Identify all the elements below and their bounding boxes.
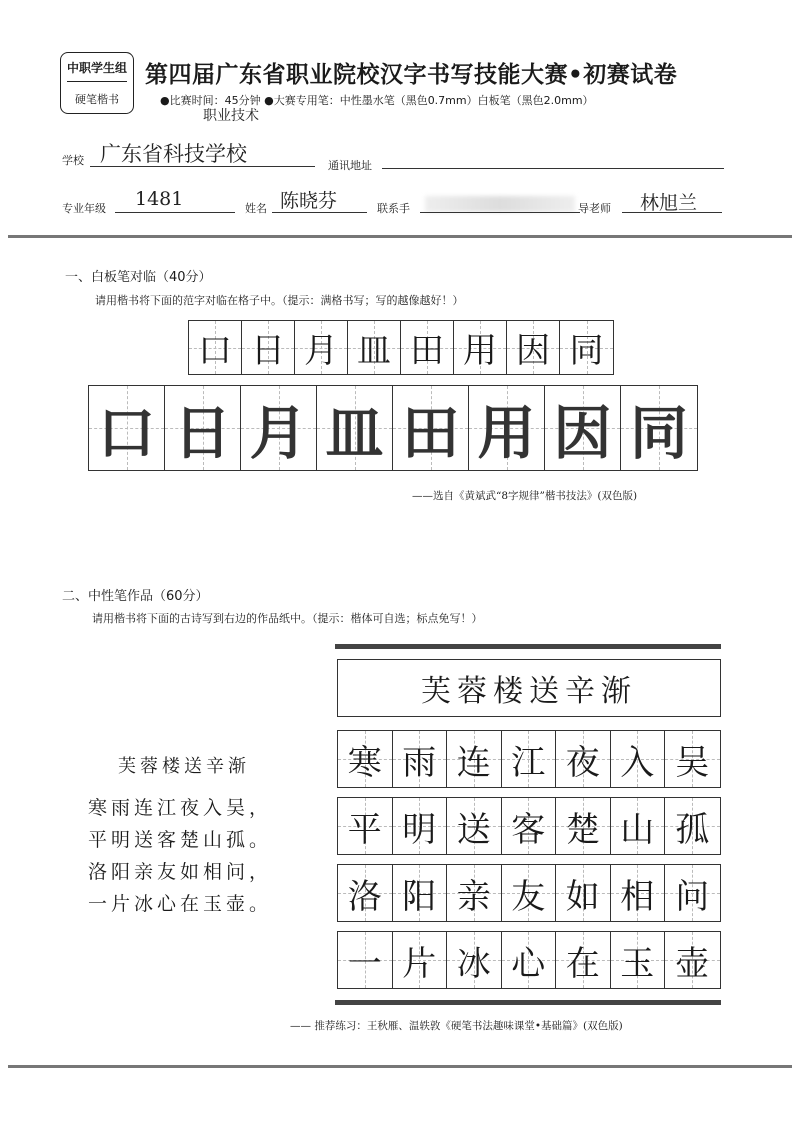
work-char: 壶 bbox=[675, 943, 710, 984]
teacher-value[interactable]: 林旭兰 bbox=[640, 192, 698, 214]
work-title-box[interactable] bbox=[337, 659, 721, 717]
work-cell[interactable] bbox=[338, 932, 393, 988]
address-label: 通讯地址 bbox=[328, 159, 372, 172]
work-cell[interactable] bbox=[556, 932, 611, 988]
work-cell[interactable] bbox=[502, 865, 557, 921]
work-char: 入 bbox=[620, 742, 655, 783]
model-char: 月 bbox=[304, 331, 338, 371]
work-char: 一 bbox=[347, 943, 382, 984]
model-char: 日 bbox=[251, 331, 285, 371]
section1-citation: ——选自《黄斌武“8字规律”楷书技法》(双色版) bbox=[412, 490, 638, 502]
work-row[interactable] bbox=[337, 864, 721, 922]
copy-char-cell[interactable] bbox=[393, 386, 469, 470]
group-badge bbox=[60, 52, 134, 114]
model-char-cell bbox=[560, 321, 613, 374]
school-correction: 职业技术 bbox=[203, 108, 259, 124]
copy-char: 月 bbox=[249, 399, 308, 467]
work-cell[interactable] bbox=[611, 865, 666, 921]
work-row[interactable] bbox=[337, 931, 721, 989]
work-cell[interactable] bbox=[393, 731, 448, 787]
work-cell[interactable] bbox=[665, 865, 720, 921]
work-cell[interactable] bbox=[338, 798, 393, 854]
phone-line[interactable] bbox=[420, 212, 580, 213]
work-char: 孤 bbox=[675, 809, 710, 850]
copy-char-cell[interactable] bbox=[469, 386, 545, 470]
work-char: 阳 bbox=[402, 876, 437, 917]
copy-char: 口 bbox=[97, 399, 156, 467]
work-char: 山 bbox=[620, 809, 655, 850]
poem-line: 平明送客楚山孤。 bbox=[88, 829, 273, 851]
school-label: 学校 bbox=[62, 154, 84, 167]
work-cell[interactable] bbox=[447, 731, 502, 787]
model-char: 皿 bbox=[357, 331, 391, 371]
copy-char-cell[interactable] bbox=[621, 386, 697, 470]
address-line[interactable] bbox=[382, 168, 724, 169]
work-char: 吴 bbox=[675, 742, 710, 783]
section2-citation: —— 推荐练习：王秋雁、温轶敦《硬笔书法趣味课堂•基础篇》(双色版) bbox=[290, 1020, 623, 1032]
poem-line: 一片冰心在玉壶。 bbox=[88, 893, 273, 915]
work-row[interactable] bbox=[337, 730, 721, 788]
school-value[interactable]: 广东省科技学校 bbox=[100, 142, 247, 166]
work-char: 客 bbox=[511, 809, 546, 850]
footer-rule bbox=[8, 1065, 792, 1068]
model-char-row bbox=[188, 320, 614, 375]
copy-char-cell[interactable] bbox=[545, 386, 621, 470]
section2-instruction: 请用楷书将下面的古诗写到右边的作品纸中。（提示：楷体可自选；标点免写！） bbox=[92, 612, 483, 625]
copy-char-cell[interactable] bbox=[317, 386, 393, 470]
copy-char: 同 bbox=[629, 399, 688, 467]
model-char-cell bbox=[295, 321, 348, 374]
model-char-cell bbox=[507, 321, 560, 374]
poem-title: 芙蓉楼送辛渐 bbox=[118, 756, 250, 777]
model-char-cell bbox=[189, 321, 242, 374]
work-char: 如 bbox=[565, 876, 600, 917]
model-char-cell bbox=[242, 321, 295, 374]
copy-char: 因 bbox=[553, 399, 612, 467]
work-cell[interactable] bbox=[556, 798, 611, 854]
model-char: 用 bbox=[463, 331, 497, 371]
work-char: 送 bbox=[456, 809, 491, 850]
work-frame-top bbox=[335, 644, 721, 649]
work-char: 友 bbox=[511, 876, 546, 917]
copy-char: 用 bbox=[477, 399, 536, 467]
work-cell[interactable] bbox=[447, 865, 502, 921]
major-line bbox=[115, 212, 235, 213]
badge-group: 中职学生组 bbox=[66, 61, 127, 75]
work-cell[interactable] bbox=[393, 865, 448, 921]
model-char-cell bbox=[454, 321, 507, 374]
work-cell[interactable] bbox=[502, 731, 557, 787]
phone-label: 联系手 bbox=[377, 202, 410, 215]
badge-divider bbox=[67, 81, 127, 82]
work-char: 片 bbox=[402, 943, 437, 984]
work-char: 平 bbox=[347, 809, 382, 850]
work-cell[interactable] bbox=[447, 798, 502, 854]
teacher-label: 导老师 bbox=[578, 202, 611, 215]
phone-redacted bbox=[425, 196, 575, 212]
work-cell[interactable] bbox=[611, 731, 666, 787]
copy-char: 田 bbox=[401, 399, 460, 467]
exam-subtitle: ●比赛时间：45分钟 ●大赛专用笔：中性墨水笔（黑色0.7mm）白板笔（黑色2.0mm） bbox=[160, 94, 594, 107]
work-char: 明 bbox=[402, 809, 437, 850]
model-char: 同 bbox=[569, 331, 604, 371]
work-char: 江 bbox=[511, 742, 546, 783]
work-char: 心 bbox=[511, 943, 546, 984]
copy-char-cell[interactable] bbox=[241, 386, 317, 470]
copy-char: 皿 bbox=[325, 399, 384, 467]
model-char-cell bbox=[348, 321, 401, 374]
work-cell[interactable] bbox=[665, 932, 720, 988]
work-char: 雨 bbox=[402, 742, 437, 783]
work-char: 夜 bbox=[565, 742, 600, 783]
copy-char: 日 bbox=[173, 399, 232, 467]
work-char: 楚 bbox=[565, 809, 600, 850]
work-char: 亲 bbox=[456, 876, 491, 917]
work-row[interactable] bbox=[337, 797, 721, 855]
work-cell[interactable] bbox=[665, 731, 720, 787]
work-cell[interactable] bbox=[338, 865, 393, 921]
work-frame-bottom bbox=[335, 1000, 721, 1005]
major-value[interactable]: 1481 bbox=[135, 188, 184, 210]
work-cell[interactable] bbox=[611, 798, 666, 854]
work-char: 寒 bbox=[347, 742, 382, 783]
work-char: 冰 bbox=[456, 943, 491, 984]
major-label: 专业年级 bbox=[62, 202, 106, 215]
work-cell[interactable] bbox=[338, 731, 393, 787]
exam-title: 第四届广东省职业院校汉字书写技能大赛•初赛试卷 bbox=[145, 62, 678, 88]
work-char: 玉 bbox=[620, 943, 655, 984]
section1-title: 一、白板笔对临（40分） bbox=[65, 270, 212, 285]
work-cell[interactable] bbox=[611, 932, 666, 988]
work-cell[interactable] bbox=[447, 932, 502, 988]
model-char: 口 bbox=[198, 331, 232, 371]
section1-instruction: 请用楷书将下面的范字对临在格子中。（提示：满格书写；写的越像越好！） bbox=[95, 294, 464, 307]
work-char: 问 bbox=[675, 876, 710, 917]
work-char: 相 bbox=[620, 876, 655, 917]
copy-char-cell[interactable] bbox=[165, 386, 241, 470]
work-cell[interactable] bbox=[393, 798, 448, 854]
work-cell[interactable] bbox=[556, 731, 611, 787]
work-title: 芙蓉楼送辛渐 bbox=[421, 674, 637, 709]
work-cell[interactable] bbox=[665, 798, 720, 854]
work-cell[interactable] bbox=[502, 932, 557, 988]
poem-line: 洛阳亲友如相问， bbox=[88, 861, 273, 883]
work-char: 连 bbox=[456, 742, 491, 783]
poem-line: 寒雨连江夜入吴， bbox=[88, 797, 273, 819]
work-cell[interactable] bbox=[556, 865, 611, 921]
work-cell[interactable] bbox=[393, 932, 448, 988]
copy-char-row[interactable] bbox=[88, 385, 698, 471]
section2-title: 二、中性笔作品（60分） bbox=[62, 589, 209, 604]
work-char: 在 bbox=[565, 943, 600, 984]
header-rule bbox=[8, 235, 792, 238]
badge-category: 硬笔楷书 bbox=[75, 93, 119, 106]
name-value[interactable]: 陈晓芬 bbox=[280, 190, 338, 212]
model-char-cell bbox=[401, 321, 454, 374]
name-label: 姓名 bbox=[245, 202, 267, 215]
model-char: 田 bbox=[410, 331, 444, 371]
model-char: 因 bbox=[516, 331, 550, 371]
work-cell[interactable] bbox=[502, 798, 557, 854]
copy-char-cell[interactable] bbox=[89, 386, 165, 470]
work-char: 洛 bbox=[347, 876, 382, 917]
